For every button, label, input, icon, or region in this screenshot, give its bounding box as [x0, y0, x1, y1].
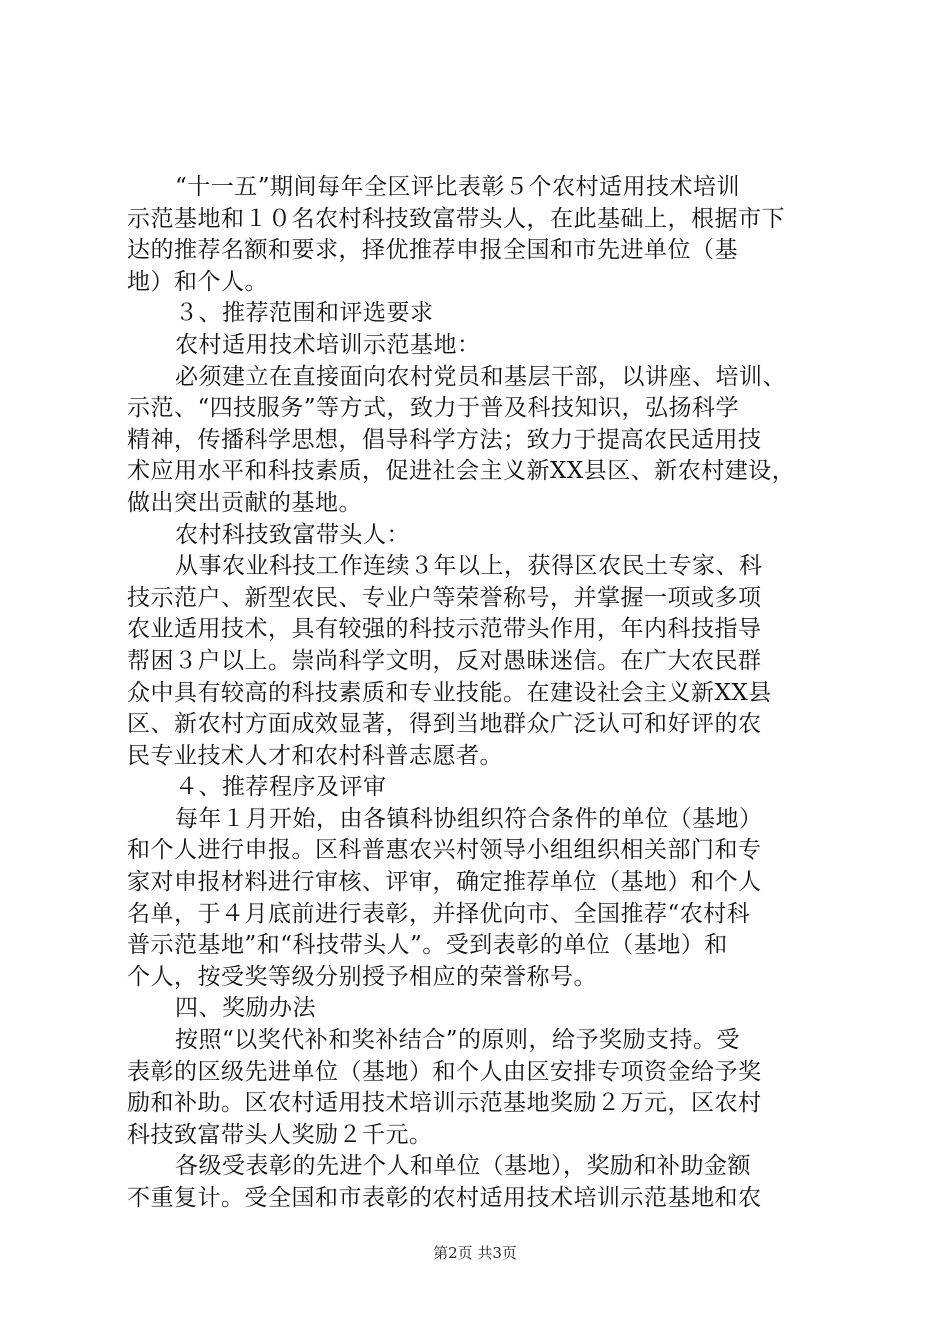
text-line: 和个人进行申报。区科普惠农兴村领导小组组织相关部门和专: [127, 837, 762, 864]
text-line: “十一五”期间每年全区评比表彰５个农村适用技术培训: [175, 174, 741, 200]
text-line: 各级受表彰的先进个人和单位（基地），奖励和补助金额: [175, 1153, 751, 1180]
text-line: 从事农业科技工作连续３年以上，获得区农民土专家、科: [175, 553, 763, 580]
page-footer: 第2页 共3页: [433, 1244, 517, 1262]
text-line: 达的推荐名额和要求，择优推荐申报全国和市先进单位（基: [127, 237, 738, 264]
text-line: 家对申报材料进行审核、评审，确定推荐单位（基地）和个人: [127, 869, 762, 896]
text-line: 示范基地和１０名农村科技致富带头人，在此基础上，根据市下: [127, 205, 785, 232]
text-line: 帮困３户以上。崇尚科学文明，反对愚昧迷信。在广大农民群: [127, 647, 762, 674]
text-line: 名单，于４月底前进行表彰，并择优向市、全国推荐“农村科: [127, 900, 751, 927]
text-line: 必须建立在直接面向农村党员和基层干部，以讲座、培训、: [175, 363, 786, 390]
text-line: 农村适用技术培训示范基地：: [175, 331, 481, 358]
text-line: 民专业技术人才和农村科普志愿者。: [127, 742, 503, 769]
text-line: 普示范基地”和“科技带头人”。受到表彰的单位（基地）和: [127, 932, 728, 959]
text-line: 科技致富带头人奖励２千元。: [127, 1121, 433, 1148]
text-line: 区、新农村方面成效显著，得到当地群众广泛认可和好评的农: [127, 711, 762, 738]
text-line: 不重复计。受全国和市表彰的农村适用技术培训示范基地和农: [127, 1185, 762, 1211]
text-line: 精神，传播科学思想，倡导科学方法；致力于提高农民适用技: [127, 426, 762, 453]
text-line: 励和补助。区农村适用技术培训示范基地奖励２万元，区农村: [127, 1090, 762, 1117]
text-line: 个人，按受奖等级分别授予相应的荣誉称号。: [127, 963, 597, 990]
text-line: 技示范户、新型农民、专业户等荣誉称号，并掌握一项或多项: [127, 584, 762, 611]
text-line: ３、推荐范围和评选要求: [175, 300, 434, 327]
text-line: 表彰的区级先进单位（基地）和个人由区安排专项资金给予奖: [127, 1058, 762, 1085]
text-line: 农村科技致富带头人：: [175, 521, 410, 548]
text-line: 术应用水平和科技素质，促进社会主义新XX县区、新农村建设，: [127, 458, 796, 485]
text-line: 每年１月开始，由各镇科协组织符合条件的单位（基地）: [175, 805, 763, 832]
text-line: 按照“以奖代补和奖补结合”的原则，给予奖励支持。受: [175, 1027, 741, 1054]
text-line: 做出突出贡献的基地。: [127, 489, 362, 516]
text-line: 四、奖励办法: [175, 995, 316, 1022]
text-line: ４、推荐程序及评审: [175, 774, 387, 801]
text-line: 示范、“四技服务”等方式，致力于普及科技知识，弘扬科学: [127, 395, 740, 422]
text-line: 地）和个人。: [127, 268, 268, 295]
text-line: 众中具有较高的科技素质和专业技能。在建设社会主义新XX县: [127, 679, 772, 706]
document-body: [127, 172, 827, 1215]
text-line: 农业适用技术，具有较强的科技示范带头作用，年内科技指导: [127, 616, 762, 643]
